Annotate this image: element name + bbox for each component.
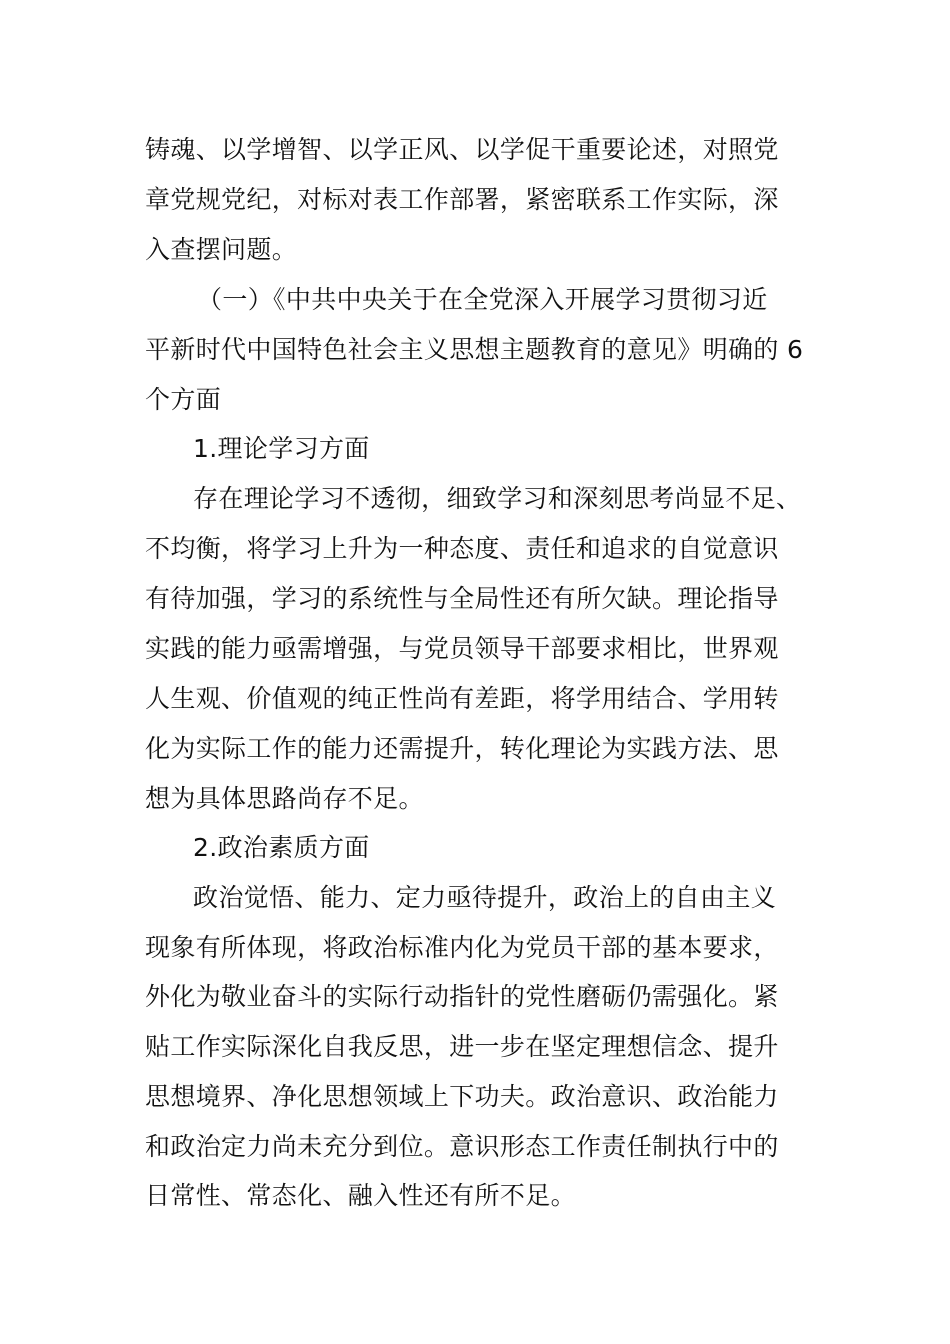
paragraph-line: 化为实际工作的能力还需提升，转化理论为实践方法、思 [145, 734, 779, 763]
paragraph-line: 存在理论学习不透彻，细致学习和深刻思考尚显不足、 [193, 484, 802, 513]
paragraph-line: 实践的能力亟需增强，与党员领导干部要求相比，世界观 [145, 634, 779, 663]
paragraph-line: 章党规党纪，对标对表工作部署，紧密联系工作实际，深 [145, 185, 779, 214]
paragraph-line: 日常性、常态化、融入性还有所不足。 [145, 1181, 576, 1210]
paragraph-line: 想为具体思路尚存不足。 [145, 784, 424, 813]
section-heading-line: 平新时代中国特色社会主义思想主题教育的意见》明确的 6 [145, 335, 804, 364]
section-heading-line: 个方面 [145, 385, 222, 414]
paragraph-line: 有待加强，学习的系统性与全局性还有所欠缺。理论指导 [145, 584, 779, 613]
subheading-theory-study: 1.理论学习方面 [193, 434, 370, 463]
paragraph-line: 不均衡，将学习上升为一种态度、责任和追求的自觉意识 [145, 534, 779, 563]
subheading-political-quality: 2.政治素质方面 [193, 833, 370, 862]
paragraph-line: 铸魂、以学增智、以学正风、以学促干重要论述，对照党 [145, 135, 779, 164]
paragraph-line: 贴工作实际深化自我反思，进一步在坚定理想信念、提升 [145, 1032, 779, 1061]
paragraph-line: 现象有所体现，将政治标准内化为党员干部的基本要求， [145, 933, 779, 962]
section-heading-line: （一）《中共中央关于在全党深入开展学习贯彻习近 [197, 285, 768, 314]
paragraph-line: 入查摆问题。 [145, 235, 298, 264]
paragraph-line: 政治觉悟、能力、定力亟待提升，政治上的自由主义 [193, 883, 777, 912]
paragraph-line: 思想境界、净化思想领域上下功夫。政治意识、政治能力 [145, 1082, 779, 1111]
paragraph-line: 和政治定力尚未充分到位。意识形态工作责任制执行中的 [145, 1132, 779, 1161]
paragraph-line: 外化为敬业奋斗的实际行动指针的党性磨砺仍需强化。紧 [145, 982, 779, 1011]
paragraph-line: 人生观、价值观的纯正性尚有差距，将学用结合、学用转 [145, 684, 779, 713]
